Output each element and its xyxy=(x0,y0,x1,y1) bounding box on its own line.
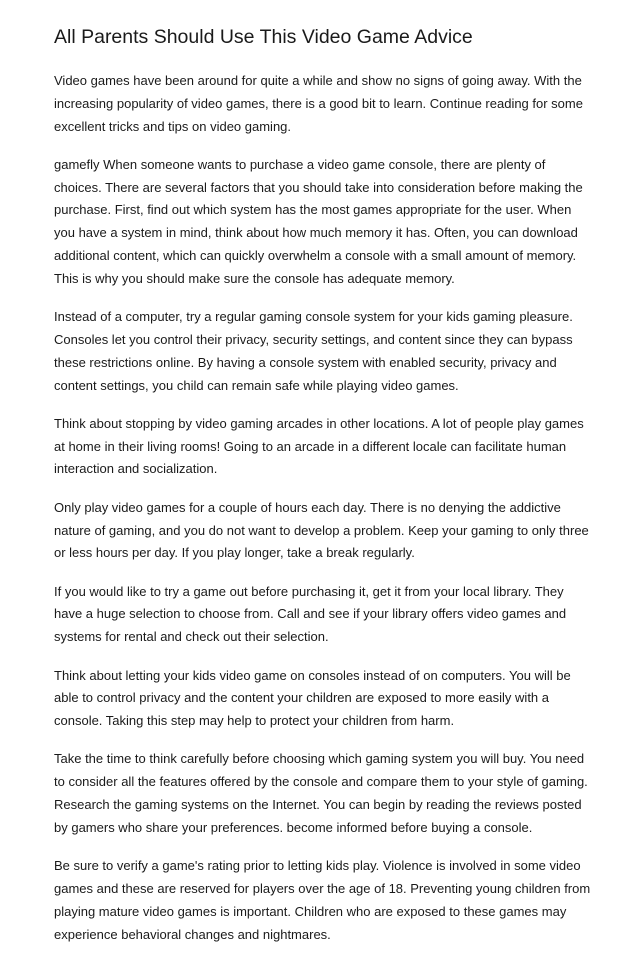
text-line: playing mature video games is important. Children who are exposed to these games may xyxy=(54,903,567,919)
text-line: Think about stopping by video gaming arcades in other locations. A lot of people play games xyxy=(54,415,584,431)
paragraph xyxy=(54,306,594,397)
text-line: Be sure to verify a game's rating prior to letting kids play. Violence is involved in some video xyxy=(54,858,581,874)
text-line: Only play video games for a couple of hours each day. There is no denying the addictive xyxy=(54,499,561,515)
paragraph xyxy=(54,665,594,733)
document-title: All Parents Should Use This Video Game Advice xyxy=(54,26,473,48)
paragraph xyxy=(54,154,594,291)
document-page xyxy=(54,24,594,962)
text-line: console. Taking this step may help to protect your children from harm. xyxy=(54,713,455,729)
text-line: to consider all the features offered by the console and compare them to your style of gaming. xyxy=(54,774,588,790)
text-line: gamefly When someone wants to purchase a video game console, there are plenty of xyxy=(54,156,546,172)
text-line: choices. There are several factors that you should take into consideration before making the xyxy=(54,179,583,195)
document-body xyxy=(54,70,594,946)
paragraph xyxy=(54,413,594,481)
text-line: or less hours per day. If you play longer, take a break regularly. xyxy=(54,545,415,561)
text-line: increasing popularity of video games, there is a good bit to learn. Continue reading for some xyxy=(54,95,583,111)
paragraph xyxy=(54,748,594,839)
text-line: interaction and socialization. xyxy=(54,461,218,477)
paragraph xyxy=(54,855,594,946)
text-line: by gamers who share your preferences. become informed before buying a console. xyxy=(54,819,533,835)
text-line: have a huge selection to choose from. Call and see if your library offers video games and xyxy=(54,606,567,622)
text-line: nature of gaming, and you do not want to develop a problem. Keep your gaming to only three xyxy=(54,522,589,538)
text-line: Instead of a computer, try a regular gaming console system for your kids gaming pleasure. xyxy=(54,309,573,325)
text-line: at home in their living rooms! Going to an arcade in a different locale can facilitate human xyxy=(54,438,567,454)
text-line: Take the time to think carefully before choosing which gaming system you will buy. You need xyxy=(54,751,585,767)
text-line: Research the gaming systems on the Internet. You can begin by reading the reviews posted xyxy=(54,797,582,813)
text-line: Consoles let you control their privacy, security settings, and content since they can bypass xyxy=(54,331,573,347)
text-line: you have a system in mind, think about how much memory it has. Often, you can download xyxy=(54,225,578,241)
text-line: experience behavioral changes and nightmares. xyxy=(54,926,331,942)
text-line: Think about letting your kids video game on consoles instead of on computers. You will be xyxy=(54,667,571,683)
text-line: If you would like to try a game out before purchasing it, get it from your local library. They xyxy=(54,583,564,599)
text-line: systems for rental and check out their selection. xyxy=(54,629,329,645)
paragraph xyxy=(54,581,594,649)
paragraph xyxy=(54,497,594,565)
text-line: excellent tricks and tips on video gaming. xyxy=(54,118,292,134)
text-line: content settings, you child can remain safe while playing video games. xyxy=(54,377,459,393)
text-line: purchase. First, find out which system has the most games appropriate for the user. When xyxy=(54,202,572,218)
text-line: games and these are reserved for players over the age of 18. Preventing young children from xyxy=(54,880,591,896)
text-line: This is why you should make sure the console has adequate memory. xyxy=(54,270,455,286)
text-line: able to control privacy and the content your children are exposed to more easily with a xyxy=(54,690,549,706)
text-line: additional content, which can quickly overwhelm a console with a small amount of memory. xyxy=(54,248,577,264)
text-line: Video games have been around for quite a while and show no signs of going away. With the xyxy=(54,73,582,88)
text-line: these restrictions online. By having a console system with enabled security, privacy and xyxy=(54,354,557,370)
paragraph xyxy=(54,70,594,138)
